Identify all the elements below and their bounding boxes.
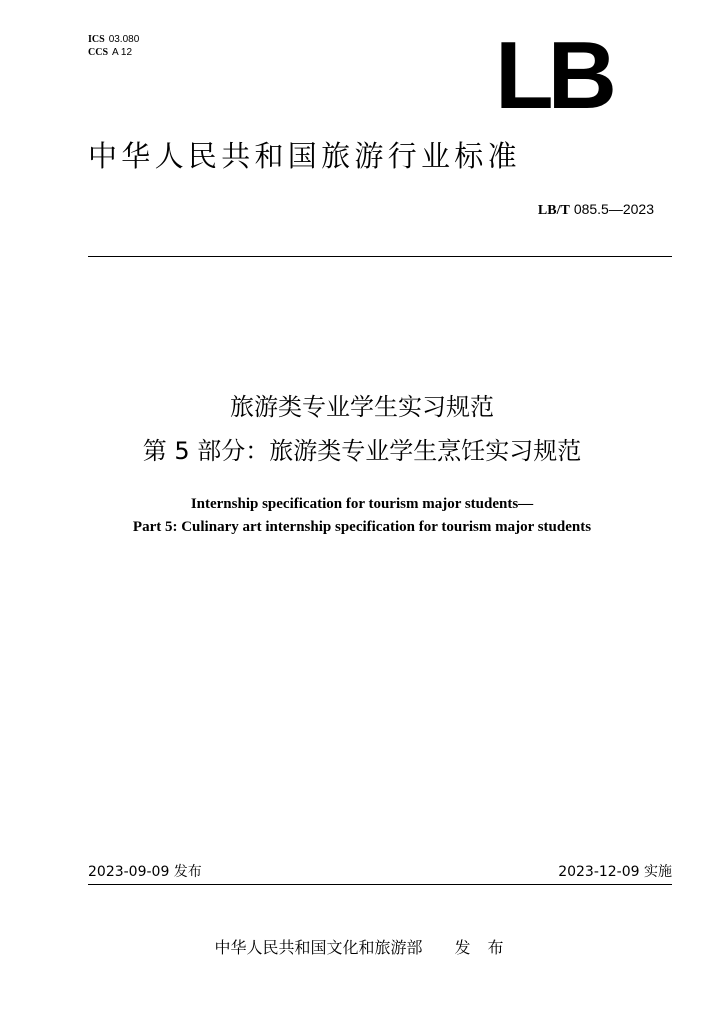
org-title: 中华人民共和国旅游行业标准 <box>88 139 521 173</box>
publisher-name: 中华人民共和国文化和旅游部 <box>214 938 423 957</box>
top-divider <box>88 256 672 257</box>
title-zh-line1: 旅游类专业学生实习规范 <box>230 393 494 421</box>
publisher <box>0 935 724 958</box>
title-zh-line2: 第 5 部分：旅游类专业学生烹饪实习规范 <box>142 437 582 465</box>
title-en-line2: Part 5: Culinary art internship specification for tourism major students <box>132 519 592 535</box>
bottom-divider <box>88 884 672 885</box>
title-en-line1: Internship specification for tourism major students— <box>190 496 534 512</box>
ccs-label: CCS <box>88 47 109 58</box>
ics-label: ICS <box>88 34 105 45</box>
issue-date: 2023-09-09 发布 <box>88 864 202 880</box>
ccs-code <box>88 46 139 59</box>
standard-prefix: LB/T <box>537 203 570 218</box>
ics-value: 03.080 <box>108 34 140 45</box>
lb-logo: LB <box>495 22 611 129</box>
publish-action: 发 布 <box>454 938 510 957</box>
implement-date: 2023-12-09 实施 <box>558 864 672 880</box>
standard-number <box>538 201 654 219</box>
ccs-value: A 12 <box>112 47 133 58</box>
ics-code <box>88 33 139 46</box>
classification-codes <box>88 33 139 59</box>
standard-code: 085.5—2023 <box>573 201 654 217</box>
